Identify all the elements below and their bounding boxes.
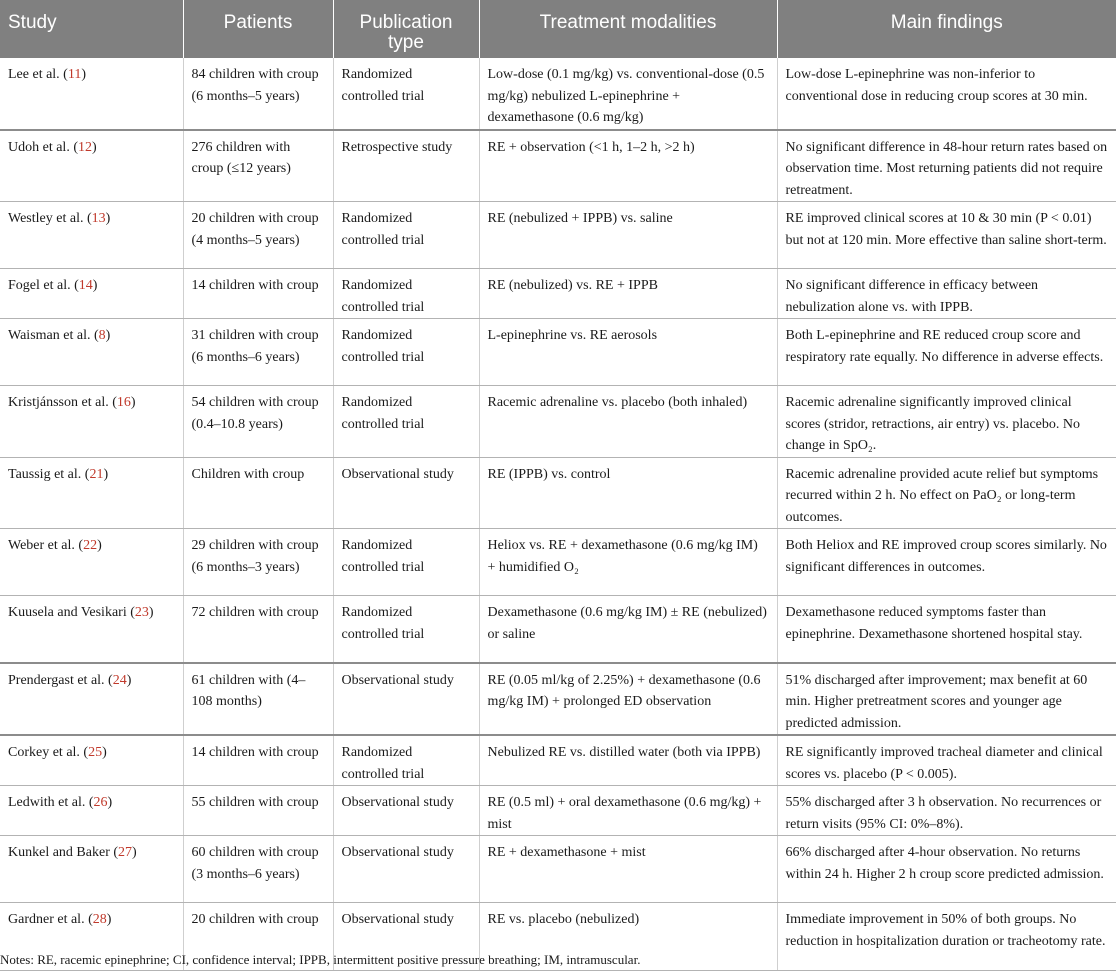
- reference-link[interactable]: 11: [67, 67, 82, 82]
- cell-publication-type: Randomized controlled trial: [333, 386, 479, 458]
- study-name-close: ): [102, 745, 107, 760]
- study-name: Fogel et al. (: [8, 278, 79, 293]
- cell-study: [0, 596, 183, 663]
- cell-treatment-modalities: RE (nebulized + IPPB) vs. saline: [479, 202, 777, 269]
- cell-publication-type: Randomized controlled trial: [333, 269, 479, 319]
- cell-study: [0, 386, 183, 458]
- cell-main-findings: Dexamethasone reduced symptoms faster than epinephrine. Dexamethasone shortened hospital stay.: [777, 596, 1116, 663]
- table-row: [0, 202, 1116, 269]
- cell-patients: 20 children with croup: [183, 903, 333, 971]
- header-study: Study: [0, 0, 183, 58]
- table-row: [0, 130, 1116, 202]
- cell-patients: 54 children with croup (0.4–10.8 years): [183, 386, 333, 458]
- cell-main-findings: RE improved clinical scores at 10 & 30 min (P < 0.01) but not at 120 min. More effective than saline short-term.: [777, 202, 1116, 269]
- reference-link[interactable]: 16: [116, 395, 131, 410]
- cell-treatment-modalities: RE vs. placebo (nebulized): [479, 903, 777, 971]
- cell-main-findings: Immediate improvement in 50% of both groups. No reduction in hospitalization duration or tracheotomy rate.: [777, 903, 1116, 971]
- study-name-close: ): [105, 328, 111, 343]
- table-row: [0, 529, 1116, 596]
- table-notes: Notes: RE, racemic epinephrine; CI, confidence interval; IPPB, intermittent positive pressure breathing; IM, intramuscular.: [0, 952, 641, 967]
- cell-patients: 29 children with croup (6 months–3 years): [183, 529, 333, 596]
- table-row: [0, 386, 1116, 458]
- study-name-close: ): [107, 795, 113, 810]
- cell-publication-type: Observational study: [333, 663, 479, 736]
- cell-main-findings: No significant difference in 48-hour return rates based on observation time. Most returning patients did not require retreatment.: [777, 130, 1116, 202]
- study-name: Corkey et al. (: [8, 745, 89, 760]
- cell-main-findings: Both Heliox and RE improved croup scores similarly. No significant differences in outcomes.: [777, 529, 1116, 596]
- cell-publication-type: Observational study: [333, 457, 479, 529]
- table-header: [0, 0, 1116, 58]
- reference-link[interactable]: 21: [89, 466, 104, 482]
- cell-publication-type: Observational study: [333, 836, 479, 903]
- cell-main-findings: No significant difference in efficacy between nebulization alone vs. with IPPB.: [777, 269, 1116, 319]
- cell-patients: Children with croup: [183, 457, 333, 529]
- cell-study: [0, 269, 183, 319]
- cell-publication-type: Randomized controlled trial: [333, 202, 479, 269]
- study-name-close: ): [148, 605, 154, 620]
- study-name: Udoh et al. (: [8, 139, 78, 155]
- study-name: Gardner et al. (: [8, 912, 93, 927]
- cell-publication-type: Randomized controlled trial: [333, 529, 479, 596]
- cell-treatment-modalities: RE (IPPB) vs. control: [479, 457, 777, 529]
- table-body: [0, 58, 1116, 971]
- reference-link[interactable]: 12: [77, 139, 92, 155]
- study-name-close: ): [92, 278, 98, 293]
- reference-link[interactable]: 23: [134, 605, 149, 620]
- cell-publication-type: Randomized controlled trial: [333, 735, 479, 786]
- cell-publication-type: Randomized controlled trial: [333, 596, 479, 663]
- cell-patients: 276 children with croup (≤12 years): [183, 130, 333, 202]
- header-main-findings: Main findings: [777, 0, 1116, 58]
- table-row: [0, 735, 1116, 786]
- cell-main-findings: Racemic adrenaline significantly improved clinical scores (stridor, retractions, air entry) vs. placebo. No change in SpO₂.: [777, 386, 1116, 458]
- study-name: Westley et al. (: [8, 211, 92, 226]
- cell-main-findings: RE significantly improved tracheal diameter and clinical scores vs. placebo (P < 0.005).: [777, 735, 1116, 786]
- cell-main-findings: Both L-epinephrine and RE reduced croup score and respiratory rate equally. No difference in adverse effects.: [777, 319, 1116, 386]
- cell-study: [0, 457, 183, 529]
- table-row: [0, 269, 1116, 319]
- reference-link[interactable]: 22: [83, 538, 98, 553]
- cell-study: [0, 529, 183, 596]
- cell-main-findings: Racemic adrenaline provided acute relief but symptoms recurred within 2 h. No effect on PaO₂ or long-term outcomes.: [777, 457, 1116, 529]
- cell-publication-type: Observational study: [333, 786, 479, 836]
- header-row: [0, 0, 1116, 58]
- cell-treatment-modalities: RE + dexamethasone + mist: [479, 836, 777, 903]
- cell-treatment-modalities: RE (0.5 ml) + oral dexamethasone (0.6 mg/kg) + mist: [479, 786, 777, 836]
- cell-study: [0, 130, 183, 202]
- header-treatment-modalities: Treatment modalities: [479, 0, 777, 58]
- table-row: [0, 596, 1116, 663]
- study-name: Ledwith et al. (: [8, 795, 94, 810]
- reference-link[interactable]: 13: [91, 211, 106, 226]
- cell-treatment-modalities: Nebulized RE vs. distilled water (both via IPPB): [479, 735, 777, 786]
- cell-publication-type: Observational study: [333, 903, 479, 971]
- cell-patients: 72 children with croup: [183, 596, 333, 663]
- study-name-close: ): [91, 139, 97, 155]
- study-name-close: ): [103, 466, 109, 482]
- cell-treatment-modalities: L-epinephrine vs. RE aerosols: [479, 319, 777, 386]
- study-name: Kuusela and Vesikari (: [8, 605, 135, 620]
- study-name: Prendergast et al. (: [8, 672, 113, 688]
- cell-study: [0, 319, 183, 386]
- cell-study: [0, 58, 183, 130]
- reference-link[interactable]: 27: [118, 845, 133, 860]
- cell-patients: 60 children with croup (3 months–6 years): [183, 836, 333, 903]
- cell-publication-type: Randomized controlled trial: [333, 58, 479, 130]
- reference-link[interactable]: 24: [112, 672, 127, 688]
- reference-link[interactable]: 26: [93, 795, 108, 810]
- cell-main-findings: 51% discharged after improvement; max benefit at 60 min. Higher pretreatment scores and younger age predicted admission.: [777, 663, 1116, 736]
- study-name-close: ): [126, 672, 132, 688]
- cell-treatment-modalities: Low-dose (0.1 mg/kg) vs. conventional-dose (0.5 mg/kg) nebulized L-epinephrine + dexamethasone (0.6 mg/kg): [479, 58, 777, 130]
- cell-treatment-modalities: RE (nebulized) vs. RE + IPPB: [479, 269, 777, 319]
- cell-patients: 14 children with croup: [183, 735, 333, 786]
- study-name-close: ): [105, 211, 111, 226]
- cell-patients: 31 children with croup (6 months–6 years): [183, 319, 333, 386]
- table-row: [0, 786, 1116, 836]
- reference-link[interactable]: 28: [92, 912, 107, 927]
- study-name-close: ): [81, 67, 87, 82]
- header-patients: Patients: [183, 0, 333, 58]
- study-name-close: ): [130, 395, 136, 410]
- table-row: [0, 457, 1116, 529]
- study-name: Taussig et al. (: [8, 466, 90, 482]
- study-name: Waisman et al. (: [8, 328, 99, 343]
- cell-treatment-modalities: Heliox vs. RE + dexamethasone (0.6 mg/kg IM) + humidified O₂: [479, 529, 777, 596]
- reference-link[interactable]: 25: [88, 745, 103, 760]
- cell-study: [0, 836, 183, 903]
- cell-treatment-modalities: Racemic adrenaline vs. placebo (both inhaled): [479, 386, 777, 458]
- cell-treatment-modalities: RE + observation (<1 h, 1–2 h, >2 h): [479, 130, 777, 202]
- reference-link[interactable]: 14: [78, 278, 93, 293]
- study-name: Kunkel and Baker (: [8, 845, 119, 860]
- cell-patients: 84 children with croup (6 months–5 years): [183, 58, 333, 130]
- cell-study: [0, 202, 183, 269]
- study-name-close: ): [97, 538, 102, 553]
- study-name-close: ): [132, 845, 137, 860]
- cell-treatment-modalities: RE (0.05 ml/kg of 2.25%) + dexamethasone (0.6 mg/kg IM) + prolonged ED observation: [479, 663, 777, 736]
- table-row: [0, 663, 1116, 736]
- cell-main-findings: 66% discharged after 4-hour observation. No returns within 24 h. Higher 2 h croup score predicted admission.: [777, 836, 1116, 903]
- cell-main-findings: Low-dose L-epinephrine was non-inferior to conventional dose in reducing croup scores at 30 min.: [777, 58, 1116, 130]
- cell-patients: 14 children with croup: [183, 269, 333, 319]
- cell-patients: 61 children with (4–108 months): [183, 663, 333, 736]
- cell-patients: 20 children with croup (4 months–5 years): [183, 202, 333, 269]
- cell-patients: 55 children with croup: [183, 786, 333, 836]
- cell-study: [0, 735, 183, 786]
- cell-study: [0, 786, 183, 836]
- table-row: [0, 319, 1116, 386]
- table-row: [0, 58, 1116, 130]
- table-row: [0, 836, 1116, 903]
- study-name: Kristjánsson et al. (: [8, 395, 117, 410]
- study-name: Weber et al. (: [8, 538, 84, 553]
- cell-study: [0, 663, 183, 736]
- header-publication-type: Publication type: [333, 0, 479, 58]
- study-name: Lee et al. (: [8, 67, 68, 82]
- cell-publication-type: Randomized controlled trial: [333, 319, 479, 386]
- study-name-close: ): [106, 912, 112, 927]
- cell-publication-type: Retrospective study: [333, 130, 479, 202]
- reference-link[interactable]: 8: [98, 328, 106, 343]
- cell-treatment-modalities: Dexamethasone (0.6 mg/kg IM) ± RE (nebulized) or saline: [479, 596, 777, 663]
- cell-main-findings: 55% discharged after 3 h observation. No recurrences or return visits (95% CI: 0%–8%).: [777, 786, 1116, 836]
